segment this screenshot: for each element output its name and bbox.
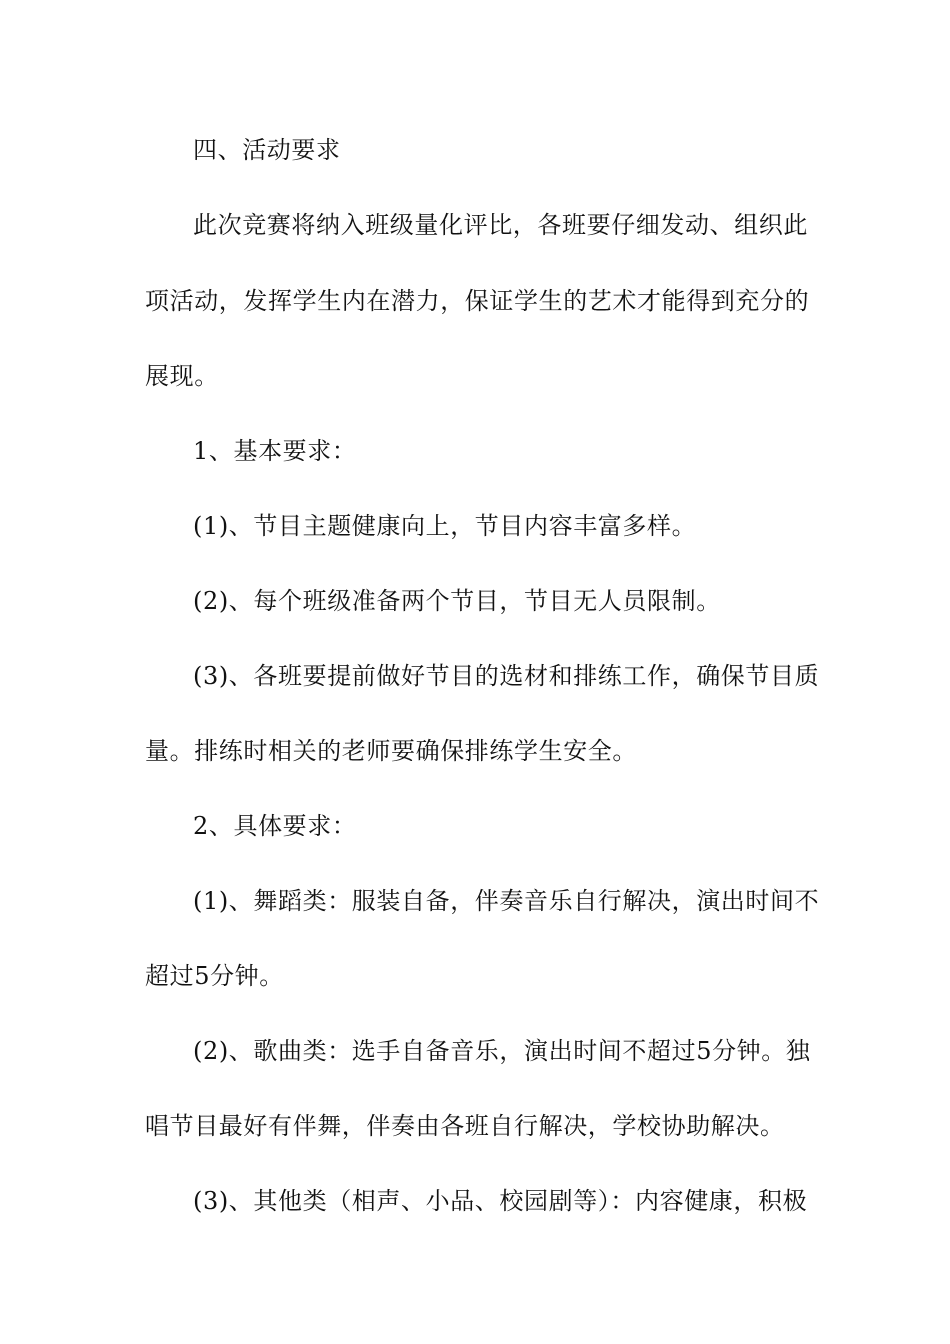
list-item: (2)、每个班级准备两个节目，节目无人员限制。	[193, 587, 721, 615]
subsection-heading: 2、具体要求：	[193, 812, 357, 840]
list-item: (1)、节目主题健康向上，节目内容丰富多样。	[193, 512, 697, 540]
list-item-continuation: 超过5分钟。	[145, 962, 284, 990]
list-item: (3)、其他类（相声、小品、校园剧等）：内容健康，积极	[193, 1187, 808, 1215]
list-item-continuation: 唱节目最好有伴舞，伴奏由各班自行解决，学校协助解决。	[145, 1112, 785, 1140]
list-item: (2)、歌曲类：选手自备音乐，演出时间不超过5分钟。独	[193, 1037, 811, 1065]
list-item-continuation: 量。排练时相关的老师要确保排练学生安全。	[145, 737, 637, 765]
subsection-heading: 1、基本要求：	[193, 437, 357, 465]
list-item: (3)、各班要提前做好节目的选材和排练工作，确保节目质	[193, 662, 820, 690]
paragraph-line: 展现。	[145, 362, 219, 390]
paragraph-line: 此次竞赛将纳入班级量化评比，各班要仔细发动、组织此	[193, 211, 808, 239]
list-item: (1)、舞蹈类：服装自备，伴奏音乐自行解决，演出时间不	[193, 887, 820, 915]
paragraph-line: 项活动，发挥学生内在潜力，保证学生的艺术才能得到充分的	[145, 287, 810, 315]
section-heading: 四、活动要求	[193, 136, 341, 164]
